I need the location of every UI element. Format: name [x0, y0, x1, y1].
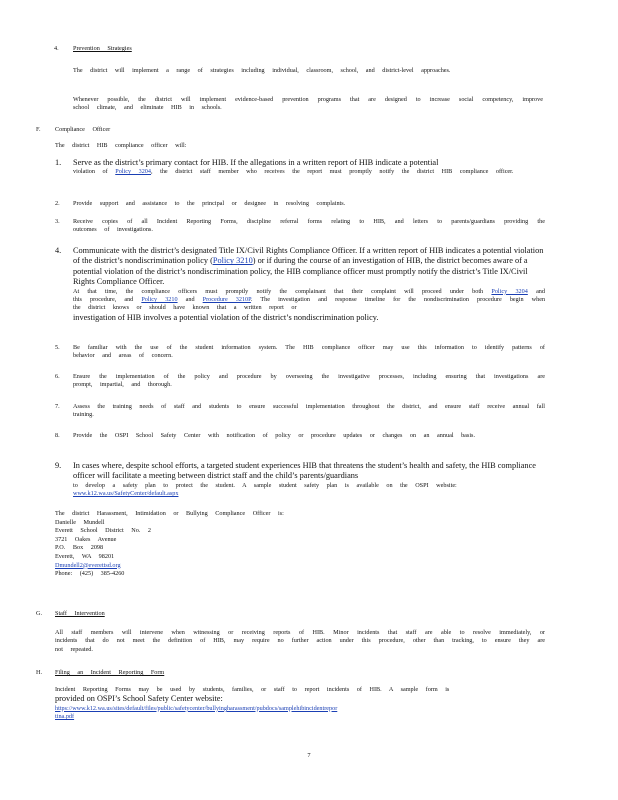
item-text: violation of	[73, 168, 108, 176]
item-number: 7.	[55, 403, 60, 410]
contact-org: Everett School District No. 2	[55, 527, 152, 535]
paragraph-text: Incident Reporting Forms may be used by students, families, or staff to report incidents of HIB. A sample form is	[55, 686, 450, 693]
contact-city: Everett, WA 98201	[55, 552, 115, 560]
sample-form-link[interactable]: https://www.k12.wa.us/sites/default/files/public/safetycenter/bullyingharassment/pubdocs/samplehibincidentrepor	[55, 704, 338, 712]
policy-link[interactable]: Policy 3210	[212, 256, 253, 266]
paragraph: All staff members will intervene when witnessing or receiving reports of HIB. Minor incidents that staff are able to resolve immediately, or incidents that do not meet the definition of HIB, may require no further action under this procedure, other than tracking, to ensure they are not repeated.	[55, 629, 545, 653]
item-number: 3.	[55, 218, 60, 225]
section-heading: Filing an Incident Reporting Form	[55, 669, 165, 676]
item-number: 8.	[55, 432, 60, 439]
list-item	[73, 461, 545, 499]
item-number: 2.	[55, 200, 60, 207]
safety-center-link[interactable]: www.k12.wa.us/SafetyCenter/default.aspx	[73, 490, 179, 498]
contact-phone: Phone: (425) 385-4260	[55, 570, 125, 578]
contact-street: 3721 Oakes Avenue	[55, 535, 117, 543]
list-item: Receive copies of all Incident Reporting Forms, discipline referral forms relating to HIB, and letters to parents/guardians providing the outcomes of investigations.	[73, 218, 545, 234]
contact-heading: The district Harassment, Intimidation or Bullying Compliance Officer is:	[55, 510, 284, 517]
paragraph	[55, 686, 545, 722]
list-item	[73, 158, 545, 177]
procedure-link[interactable]: Procedure 3210P	[202, 296, 251, 304]
item-text: and this procedure, and	[73, 287, 545, 304]
item-number: 6.	[55, 373, 60, 380]
item-text: . The investigation and response timeline for the nondiscrimination procedure begin when the district knows or should have known that a written report or	[73, 296, 546, 312]
item-text: In cases where, despite school efforts, a targeted student experiences HIB that threatens the student’s health and safety, the HIB compliance officer will facilitate a meeting between district staff and the child’s parents/guardians	[73, 461, 536, 481]
contact-block	[55, 510, 535, 579]
page-number: 7	[307, 752, 311, 759]
item-text: Communicate with the district’s designated Title IX/Civil Rights Compliance Officer. If a written report of HIB indicates a potential violation of the district’s nondiscrimination policy (	[73, 246, 544, 266]
item-number: 1.	[55, 158, 62, 167]
item-text: Serve as the district’s primary contact for HIB. If the allegations in a written report of HIB indicate a potential	[73, 158, 439, 167]
section-heading: Staff Intervention	[55, 610, 105, 617]
paragraph-text: provided on OSPI’s School Safety Center website:	[55, 694, 223, 704]
section-heading: Compliance Officer	[55, 126, 111, 133]
item-text: investigation of HIB involves a potential violation of the district’s nondiscrimination policy.	[73, 312, 379, 322]
section-letter: F.	[36, 126, 41, 133]
sample-form-link-continued[interactable]: tina.pdf	[55, 713, 75, 721]
policy-link[interactable]: Policy 3204	[491, 287, 528, 295]
item-number: 4.	[55, 246, 62, 255]
section-letter: H.	[36, 669, 43, 676]
item-text: At that time, the compliance officers must promptly notify the complainant that their complaint will proceed under both	[73, 287, 484, 295]
list-item: Provide the OSPI School Safety Center with notification of policy or procedure updates or changes on an annual basis.	[73, 432, 476, 439]
item-text: ) or if during the course of an investigation of HIB, the district becomes aware of a potential violation of the district’s nondiscrimination policy, the HIB compliance officer must promptly notify the district’s Title IX/Civil Rights Compliance Officer.	[73, 256, 528, 287]
list-item: Assess the training needs of staff and students to ensure successful implementation throughout the district, and ensure staff receive annual fall training.	[73, 403, 545, 419]
item-number: 5.	[55, 344, 60, 351]
item-text: to develop a safety plan to protect the student. A sample student safety plan is available on the OSPI website:	[73, 481, 457, 489]
item-text: , the district staff member who receives the report must promptly notify the district HIB compliance officer.	[151, 168, 514, 176]
contact-po-box: P.O. Box 2098	[55, 544, 104, 552]
list-item: Provide support and assistance to the principal or designee in resolving complaints.	[73, 200, 346, 207]
item-text: and	[185, 296, 195, 304]
list-item: Ensure the implementation of the policy and procedure by overseeing the investigative processes, including ensuring that investigations are prompt, impartial, and thorough.	[73, 373, 545, 389]
paragraph: Whenever possible, the district will implement evidence-based prevention programs that are designed to increase social competency, improve school climate, and eliminate HIB in schools.	[73, 96, 543, 112]
item-number: 4.	[54, 45, 59, 52]
policy-link[interactable]: Policy 3210	[141, 296, 178, 304]
contact-email-link[interactable]: Dmundell2@everettsd.org	[55, 561, 121, 569]
section-letter: G.	[36, 610, 43, 617]
policy-link[interactable]: Policy 3204	[115, 168, 151, 176]
paragraph: The district will implement a range of strategies including individual, classroom, school, and district-level approaches.	[73, 67, 451, 74]
list-item	[73, 246, 545, 323]
item-number: 9.	[55, 461, 62, 470]
paragraph: The district HIB compliance officer will:	[55, 142, 187, 149]
list-item: Be familiar with the use of the student information system. The HIB compliance officer may use this information to identify patterns of behavior and areas of concern.	[73, 344, 545, 360]
section-heading: Prevention Strategies	[73, 45, 132, 52]
contact-name: Danielle Mundell	[55, 518, 105, 526]
